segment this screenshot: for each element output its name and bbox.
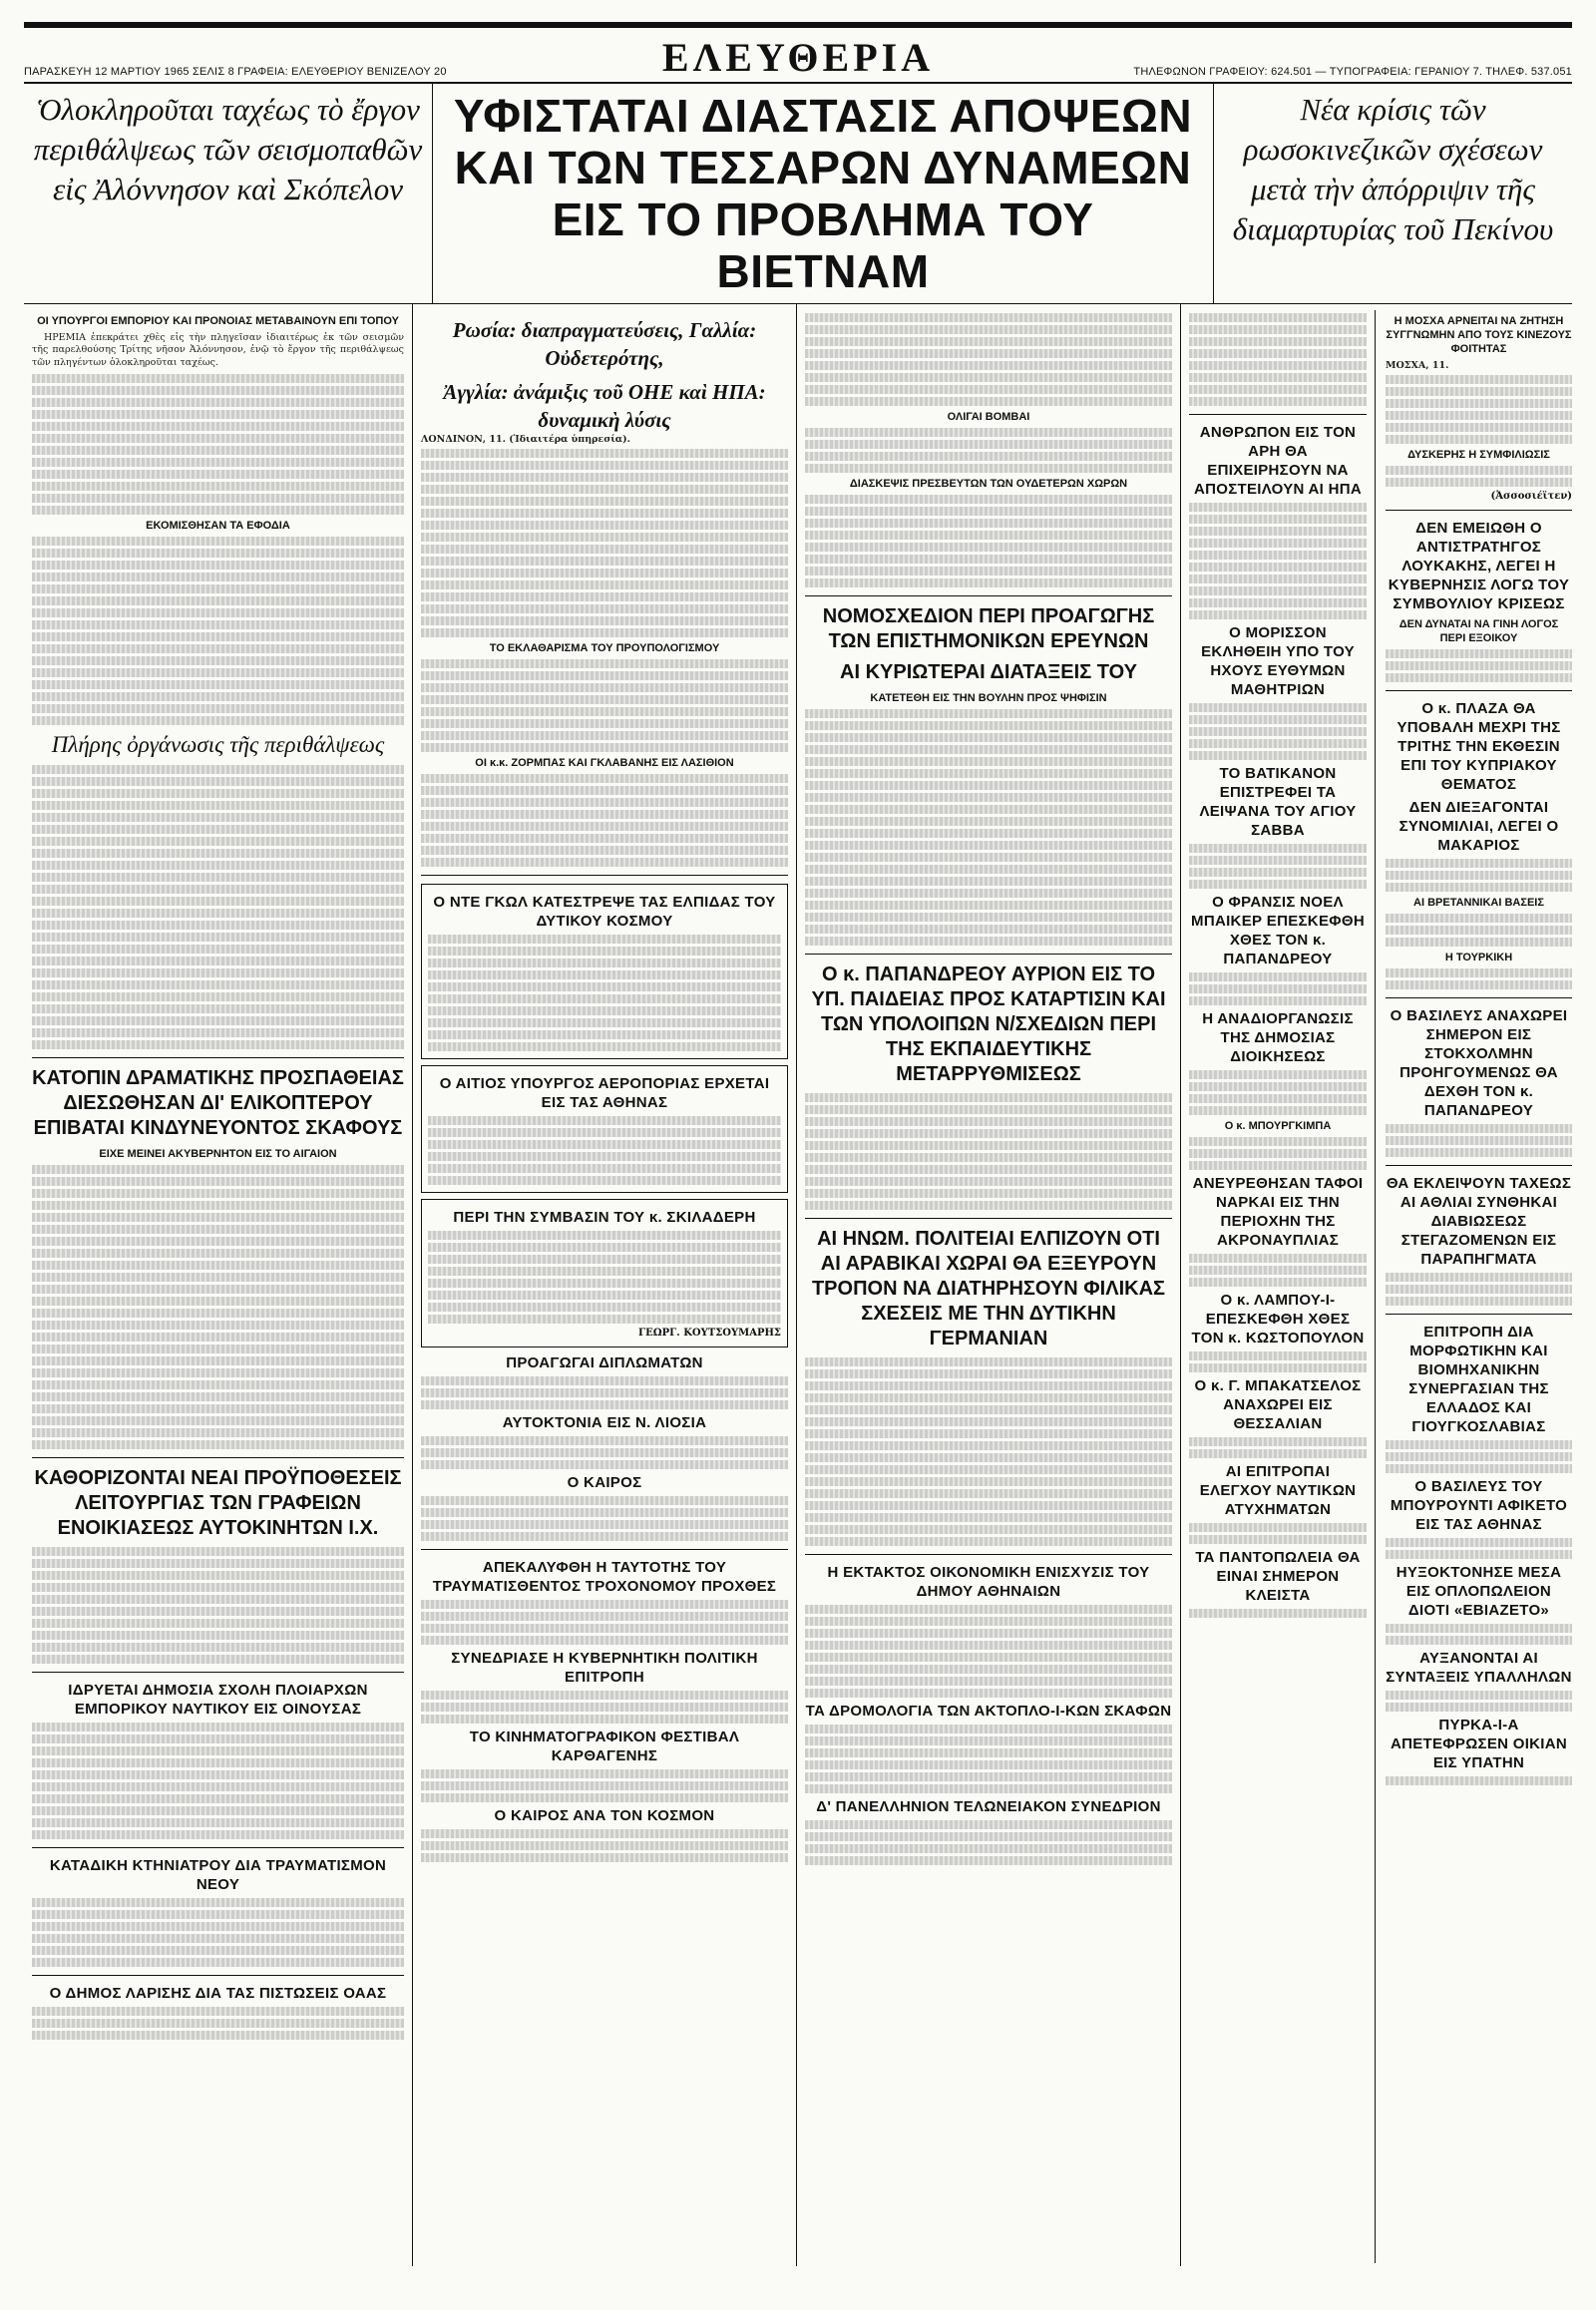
subhead: Η ΤΟΥΡΚΙΚΗ xyxy=(1444,952,1513,964)
newspaper-page xyxy=(24,22,1572,2266)
subhead: ΑΙ ΒΡΕΤΑΝΝΙΚΑΙ ΒΑΣΕΙΣ xyxy=(1413,897,1544,910)
main-headline-line2: ΚΑΙ ΤΩΝ ΤΕΣΣΑΡΩΝ ΔΥΝΑΜΕΩΝ xyxy=(454,142,1192,193)
subhead: ΔΥΣΚΕΡΗΣ Η ΣΥΜΦΙΛΙΩΣΙΣ xyxy=(1407,449,1550,462)
column-3 xyxy=(797,304,1181,2266)
headline: Ο ΦΡΑΝΣΙΣ ΝΟΕΛ ΜΠΑΙΚΕΡ ΕΠΕΣΚΕΦΘΗ ΧΘΕΣ ΤΟΝ κ. ΠΑΠΑΝΔΡΕΟΥ xyxy=(1191,894,1365,967)
headline: ΔΕΝ ΕΜΕΙΩΘΗ Ο ΑΝΤΙΣΤΡΑΤΗΓΟΣ ΛΟΥΚΑΚΗΣ, ΛΕΓΕΙ Η ΚΥΒΕΡΝΗΣΙΣ ΛΟΓΩ ΤΟΥ ΣΥΜΒΟΥΛΙΟΥ ΚΡΙΣΕΩΣ xyxy=(1388,520,1570,613)
masthead-dateline: ΠΑΡΑΣΚΕΥΗ 12 ΜΑΡΤΙΟΥ 1965 ΣΕΛΙΣ 8 ΓΡΑΦΕΙΑ: ΕΛΕΥΘΕΡΙΟΥ ΒΕΝΙΖΕΛΟΥ 20 xyxy=(24,66,447,78)
headline: ΠΥΡΚΑ-Ι-Α ΑΠΕΤΕΦΡΩΣΕΝ ΟΙΚΙΑΝ ΕΙΣ ΥΠΑΤΗΝ xyxy=(1390,1717,1568,1772)
headline: Η ΕΚΤΑΚΤΟΣ ΟΙΚΟΝΟΜΙΚΗ ΕΝΙΣΧΥΣΙΣ ΤΟΥ ΔΗΜΟΥ ΑΘΗΝΑΙΩΝ xyxy=(827,1564,1150,1600)
dateline: ΛΟΝΔΙΝΟΝ, 11. (Ἰδιαιτέρα ὑπηρεσία). xyxy=(421,434,630,445)
subhead: ΚΑΤΕΤΕΘΗ ΕΙΣ ΤΗΝ ΒΟΥΛΗΝ ΠΡΟΣ ΨΗΦΙΣΙΝ xyxy=(870,692,1107,704)
headline: ΤΑ ΠΑΝΤΟΠΩΛΕΙΑ ΘΑ ΕΙΝΑΙ ΣΗΜΕΡΟΝ ΚΛΕΙΣΤΑ xyxy=(1195,1549,1361,1604)
top-left-story xyxy=(24,84,433,303)
front-headlines xyxy=(24,84,1572,304)
headline: ΘΑ ΕΚΛΕΙΨΟΥΝ ΤΑΧΕΩΣ ΑΙ ΑΘΛΙΑΙ ΣΥΝΘΗΚΑΙ ΔΙΑΒΙΩΣΕΩΣ ΣΤΕΓΑΖΟΜΕΝΩΝ ΕΙΣ ΠΑΡΑΠΗΓΜΑΤΑ xyxy=(1386,1175,1572,1269)
headline-earthquake: Ὁλοκληροῦται ταχέως τὸ ἔργον περιθάλψεως τῶν σεισμοπαθῶν εἰς Ἀλόννησον καὶ Σκόπελον xyxy=(33,92,423,206)
headline-sino-soviet: Νέα κρίσις τῶν ρωσοκινεζικῶν σχέσεων μετὰ τὴν ἀπόρριψιν τῆς διαμαρτυρίας τοῦ Πεκίνου xyxy=(1232,92,1554,246)
newspaper-title: ΕΛΕΥΘΕΡΙΑ xyxy=(661,35,935,80)
columns xyxy=(24,304,1572,2266)
column-5 xyxy=(1386,310,1572,2263)
masthead xyxy=(24,22,1572,84)
subhead: ΕΚΟΜΙΣΘΗΣΑΝ ΤΑ ΕΦΟΔΙΑ xyxy=(146,520,290,533)
headline: ΑΙ ΕΠΙΤΡΟΠΑΙ ΕΛΕΓΧΟΥ ΝΑΥΤΙΚΩΝ ΑΤΥΧΗΜΑΤΩΝ xyxy=(1199,1463,1357,1518)
boxed-story xyxy=(421,884,788,1059)
headline: Δ' ΠΑΝΕΛΛΗΝΙΟΝ ΤΕΛΩΝΕΙΑΚΟΝ ΣΥΝΕΔΡΙΟΝ xyxy=(816,1798,1161,1815)
main-subhead-1: Ρωσία: διαπραγματεύσεις, Γαλλία: Οὐδετερότης, xyxy=(452,318,757,370)
headline: ΑΙ ΚΥΡΙΩΤΕΡΑΙ ΔΙΑΤΑΞΕΙΣ ΤΟΥ xyxy=(840,661,1137,683)
headline: Ο κ. Γ. ΜΠΑΚΑΤΣΕΛΟΣ ΑΝΑΧΩΡΕΙ ΕΙΣ ΘΕΣΣΑΛΙΑΝ xyxy=(1194,1377,1362,1432)
headline: ΑΙ ΗΝΩΜ. ΠΟΛΙΤΕΙΑΙ ΕΛΠΙΖΟΥΝ ΟΤΙ ΑΙ ΑΡΑΒΙΚΑΙ ΧΩΡΑΙ ΘΑ ΕΞΕΥΡΟΥΝ ΤΡΟΠΟΝ ΝΑ ΔΙΑΤΗΡΗΣΟΥΝ ΦΙΛΙΚΑΣ ΣΧΕΣΕΙΣ ΜΕ ΤΗΝ ΔΥΤΙΚΗΝ ΓΕΡΜΑΝΙΑΝ xyxy=(811,1228,1166,1349)
subhead: ΕΙΧΕ ΜΕΙΝΕΙ ΑΚΥΒΕΡΝΗΤΟΝ ΕΙΣ ΤΟ ΑΙΓΑΙΟΝ xyxy=(99,1148,337,1161)
subhead: Ο κ. ΜΠΟΥΡΓΚΙΜΠΑ xyxy=(1224,1120,1332,1132)
headline: ΤΟ ΒΑΤΙΚΑΝΟΝ ΕΠΙΣΤΡΕΦΕΙ ΤΑ ΛΕΙΨΑΝΑ ΤΟΥ ΑΓΙΟΥ ΣΑΒΒΑ xyxy=(1199,765,1357,839)
headline: ΚΑΤΑΔΙΚΗ ΚΤΗΝΙΑΤΡΟΥ ΔΙΑ ΤΡΑΥΜΑΤΙΣΜΟΝ ΝΕΟΥ xyxy=(49,1857,387,1894)
headline: ΤΟ ΚΙΝΗΜΑΤΟΓΡΑΦΙΚΟΝ ΦΕΣΤΙΒΑΛ ΚΑΡΘΑΓΕΝΗΣ xyxy=(469,1729,740,1765)
headline: ΝΟΜΟΣΧΕΔΙΟΝ ΠΕΡΙ ΠΡΟΑΓΩΓΗΣ ΤΩΝ ΕΠΙΣΤΗΜΟΝΙΚΩΝ ΕΡΕΥΝΩΝ xyxy=(822,605,1155,652)
headline: Ο ΑΙΤΙΟΣ ΥΠΟΥΡΓΟΣ ΑΕΡΟΠΟΡΙΑΣ ΕΡΧΕΤΑΙ ΕΙΣ ΤΑΣ ΑΘΗΝΑΣ xyxy=(439,1075,770,1112)
headline: Ο κ. ΛΑΜΠΟΥ-Ι-ΕΠΕΣΚΕΦΘΗ ΧΘΕΣ ΤΟΝ κ. ΚΩΣΤΟΠΟΥΛΟΝ xyxy=(1191,1292,1365,1347)
subhead: Η ΜΟΣΧΑ ΑΡΝΕΙΤΑΙ ΝΑ ΖΗΤΗΣΗ ΣΥΓΓΝΩΜΗΝ ΑΠΟ ΤΟΥΣ ΚΙΝΕΖΟΥΣ ΦΟΙΤΗΤΑΣ xyxy=(1386,315,1572,355)
headline: ΚΑΘΟΡΙΖΟΝΤΑΙ ΝΕΑΙ ΠΡΟΫΠΟΘΕΣΕΙΣ ΛΕΙΤΟΥΡΓΙΑΣ ΤΩΝ ΓΡΑΦΕΙΩΝ ΕΝΟΙΚΙΑΣΕΩΣ ΑΥΤΟΚΙΝΗΤΩΝ Ι.Χ. xyxy=(34,1467,402,1540)
headline: ΣΥΝΕΔΡΙΑΣΕ Η ΚΥΒΕΡΝΗΤΙΚΗ ΠΟΛΙΤΙΚΗ ΕΠΙΤΡΟΠΗ xyxy=(451,1650,758,1687)
headline: ΠΡΟΑΓΩΓΑΙ ΔΙΠΛΩΜΑΤΩΝ xyxy=(506,1354,703,1372)
subhead: ΔΙΑΣΚΕΨΙΣ ΠΡΕΣΒΕΥΤΩΝ ΤΩΝ ΟΥΔΕΤΕΡΩΝ ΧΩΡΩΝ xyxy=(849,478,1128,490)
headline: Ο κ. ΠΛΑΖΑ ΘΑ ΥΠΟΒΑΛΗ ΜΕΧΡΙ ΤΗΣ ΤΡΙΤΗΣ ΤΗΝ ΕΚΘΕΣΙΝ ΕΠΙ ΤΟΥ ΚΥΠΡΙΑΚΟΥ ΘΕΜΑΤΟΣ xyxy=(1396,700,1561,794)
column-4a xyxy=(1189,310,1376,2263)
headline: Ο κ. ΠΑΠΑΝΔΡΕΟΥ ΑΥΡΙΟΝ ΕΙΣ ΤΟ ΥΠ. ΠΑΙΔΕΙΑΣ ΠΡΟΣ ΚΑΤΑΡΤΙΣΙΝ ΚΑΙ ΤΩΝ ΥΠΟΛΟΙΠΩΝ Ν/ΣΧΕΔΙΩΝ ΠΕΡΙ ΤΗΣ ΕΚΠΑΙΔΕΥΤΙΚΗΣ ΜΕΤΑΡΡΥΘΜΙΣΕΩΣ xyxy=(811,963,1166,1085)
headline: Ο ΔΗΜΟΣ ΛΑΡΙΣΗΣ ΔΙΑ ΤΑΣ ΠΙΣΤΩΣΕΙΣ ΟΑΑΣ xyxy=(49,1985,387,2003)
dateline: ΜΟΣΧΑ, 11. xyxy=(1386,360,1449,371)
headline: ΑΝΘΡΩΠΟΝ ΕΙΣ ΤΟΝ ΑΡΗ ΘΑ ΕΠΙΧΕΙΡΗΣΟΥΝ ΝΑ ΑΠΟΣΤΕΙΛΟΥΝ ΑΙ ΗΠΑ xyxy=(1193,424,1363,498)
top-right-story xyxy=(1213,84,1572,303)
headline: Πλήρης ὀργάνωσις τῆς περιθάλψεως xyxy=(51,732,385,758)
headline: ΑΥΞΑΝΟΝΤΑΙ ΑΙ ΣΥΝΤΑΞΕΙΣ ΥΠΑΛΛΗΛΩΝ xyxy=(1386,1650,1572,1687)
subhead: ΟΛΙΓΑΙ ΒΟΜΒΑΙ xyxy=(947,411,1030,423)
headline: ΕΠΙΤΡΟΠΗ ΔΙΑ ΜΟΡΦΩΤΙΚΗΝ ΚΑΙ ΒΙΟΜΗΧΑΝΙΚΗΝ ΣΥΝΕΡΓΑΣΙΑΝ ΤΗΣ ΕΛΛΑΔΟΣ ΚΑΙ ΓΙΟΥΓΚΟΣΛΑΒΙΑΣ xyxy=(1408,1324,1549,1436)
headline: ΤΑ ΔΡΟΜΟΛΟΓΙΑ ΤΩΝ ΑΚΤΟΠΛΟ-Ι-ΚΩΝ ΣΚΑΦΩΝ xyxy=(805,1703,1172,1720)
headline: ΑΠΕΚΑΛΥΦΘΗ Η ΤΑΥΤΟΤΗΣ ΤΟΥ ΤΡΑΥΜΑΤΙΣΘΕΝΤΟΣ ΤΡΟΧΟΝΟΜΟΥ ΠΡΟΧΘΕΣ xyxy=(432,1559,777,1596)
byline: ΓΕΩΡΓ. ΚΟΥΤΣΟΥΜΑΡΗΣ xyxy=(638,1328,781,1340)
headline: ΔΕΝ ΔΙΕΞΑΓΟΝΤΑΙ ΣΥΝΟΜΙΛΙΑΙ, ΛΕΓΕΙ Ο ΜΑΚΑΡΙΟΣ xyxy=(1398,799,1559,855)
headline: Η ΑΝΑΔΙΟΡΓΑΝΩΣΙΣ ΤΗΣ ΔΗΜΟΣΙΑΣ ΔΙΟΙΚΗΣΕΩΣ xyxy=(1202,1010,1354,1065)
boxed-story xyxy=(421,1065,788,1193)
headline: Ο ΚΑΙΡΟΣ xyxy=(567,1474,642,1492)
article-body xyxy=(32,332,404,369)
subhead: ΔΕΝ ΔΥΝΑΤΑΙ ΝΑ ΓΙΝΗ ΛΟΓΟΣ ΠΕΡΙ ΕΞΟΙΚΟΥ xyxy=(1398,618,1559,645)
main-subhead-2: Ἀγγλία: ἀνάμιξις τοῦ ΟΗΕ καὶ ΗΠΑ: δυναμικὴ λύσις xyxy=(443,380,766,432)
top-main-story xyxy=(433,84,1213,303)
headline: Ο ΚΑΙΡΟΣ ΑΝΑ ΤΟΝ ΚΟΣΜΟΝ xyxy=(494,1807,715,1825)
headline: Ο ΜΟΡΙΣΣΟΝ ΕΚΛΗΘΕΙΗ ΥΠΟ ΤΟΥ ΗΧΟΥΣ ΕΥΘΥΜΩΝ ΜΑΘΗΤΡΙΩΝ xyxy=(1201,624,1355,698)
main-headline-line3: ΕΙΣ ΤΟ ΠΡΟΒΛΗΜΑ ΤΟΥ ΒΙΕΤΝΑΜ xyxy=(552,193,1094,297)
headline: ΚΑΤΟΠΙΝ ΔΡΑΜΑΤΙΚΗΣ ΠΡΟΣΠΑΘΕΙΑΣ ΔΙΕΣΩΘΗΣΑΝ ΔΙ' ΕΛΙΚΟΠΤΕΡΟΥ ΕΠΙΒΑΤΑΙ ΚΙΝΔΥΝΕΥΟΝΤΟΣ ΣΚΑΦΟΥΣ xyxy=(32,1067,404,1140)
boxed-story xyxy=(421,1199,788,1348)
headline: Ο ΒΑΣΙΛΕΥΣ ΤΟΥ ΜΠΟΥΡΟΥΝΤΙ ΑΦΙΚΕΤΟ ΕΙΣ ΤΑΣ ΑΘΗΝΑΣ xyxy=(1390,1478,1568,1534)
headline: ΑΝΕΥΡΕΘΗΣΑΝ ΤΑΦΟΙ ΝΑΡΚΑΙ ΕΙΣ ΤΗΝ ΠΕΡΙΟΧΗΝ ΤΗΣ ΑΚΡΟΝΑΥΠΛΙΑΣ xyxy=(1192,1175,1364,1249)
headline: ΙΔΡΥΕΤΑΙ ΔΗΜΟΣΙΑ ΣΧΟΛΗ ΠΛΟΙΑΡΧΩΝ ΕΜΠΟΡΙΚΟΥ ΝΑΥΤΙΚΟΥ ΕΙΣ ΟΙΝΟΥΣΑΣ xyxy=(68,1682,368,1719)
headline: ΠΕΡΙ ΤΗΝ ΣΥΜΒΑΣΙΝ ΤΟΥ κ. ΣΚΙΛΑΔΕΡΗ xyxy=(453,1209,756,1227)
headline: ΗΥΞΟΚΤΟΝΗΣΕ ΜΕΣΑ ΕΙΣ ΟΠΛΟΠΩΛΕΙΟΝ ΔΙΟΤΙ «ΕΒΙΑΖΕΤΟ» xyxy=(1396,1564,1562,1620)
column-1 xyxy=(24,304,413,2266)
paragraph: ΗΡΕΜΙΑ ἐπεκράτει χθὲς εἰς τὴν πληγεῖσαν ἰδιαιτέρως ἐκ τῶν σεισμῶν τῆς παρελθούσης Τρίτης νῆσον Ἀλόννησον, ἐνῷ τὸ ἔργον τῆς περιθάλψεως τῶν πληγέντων ὁλοκληροῦται ταχέως. xyxy=(32,332,404,368)
masthead-contacts: ΤΗΛΕΦΩΝΟΝ ΓΡΑΦΕΙΟΥ: 624.501 — ΤΥΠΟΓΡΑΦΕΙΑ: ΓΕΡΑΝΙΟΥ 7. ΤΗΛΕΦ. 537.051 xyxy=(1133,66,1572,78)
main-headline-line1: ΥΦΙΣΤΑΤΑΙ ΔΙΑΣΤΑΣΙΣ ΑΠΟΨΕΩΝ xyxy=(453,90,1193,142)
source: (Ἀσσοσιέϊτεν) xyxy=(1490,491,1572,503)
headline: Ο ΒΑΣΙΛΕΥΣ ΑΝΑΧΩΡΕΙ ΣΗΜΕΡΟΝ ΕΙΣ ΣΤΟΚΧΟΛΜΗΝ ΠΡΟΗΓΟΥΜΕΝΩΣ ΘΑ ΔΕΧΘΗ ΤΟΝ κ. ΠΑΠΑΝΔΡΕΟΥ xyxy=(1390,1007,1568,1120)
subhead: ΤΟ ΕΚΛΑΘΑΡΙΣΜΑ ΤΟΥ ΠΡΟΥΠΟΛΟΓΙΣΜΟΥ xyxy=(489,642,720,655)
subhead: ΟΙ κ.κ. ΖΟΡΜΠΑΣ ΚΑΙ ΓΚΛΑΒΑΝΗΣ ΕΙΣ ΛΑΣΙΘΙΟΝ xyxy=(475,757,734,770)
column-2 xyxy=(413,304,797,2266)
column-4 xyxy=(1181,304,1572,2266)
headline: Ο ΝΤΕ ΓΚΩΛ ΚΑΤΕΣΤΡΕΨΕ ΤΑΣ ΕΛΠΙΔΑΣ ΤΟΥ ΔΥΤΙΚΟΥ ΚΟΣΜΟΥ xyxy=(433,894,776,931)
kicker: ΟΙ ΥΠΟΥΡΓΟΙ ΕΜΠΟΡΙΟΥ ΚΑΙ ΠΡΟΝΟΙΑΣ ΜΕΤΑΒΑΙΝΟΥΝ ΕΠΙ ΤΟΠΟΥ xyxy=(37,315,399,327)
headline: ΑΥΤΟΚΤΟΝΙΑ ΕΙΣ Ν. ΛΙΟΣΙΑ xyxy=(502,1414,707,1432)
